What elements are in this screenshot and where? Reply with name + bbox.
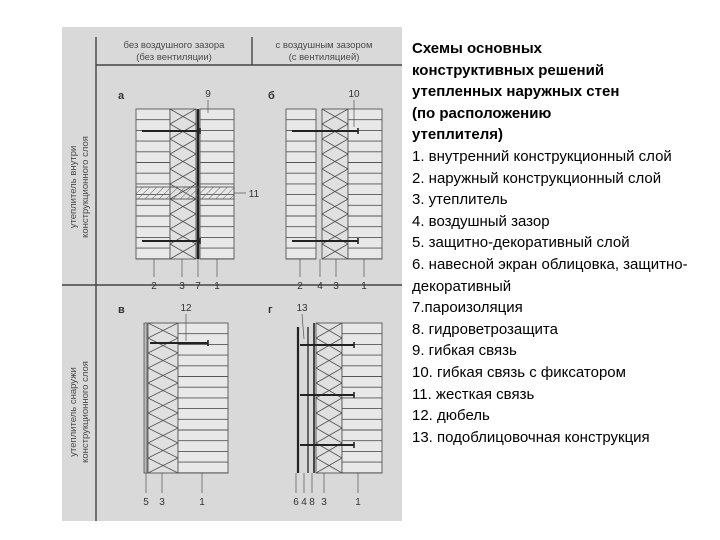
callout-number: 1	[361, 281, 367, 292]
panel-letter: в	[118, 304, 125, 316]
callout-number: 11	[248, 189, 260, 200]
legend-item: 10. гибкая связь с фиксатором	[412, 363, 626, 381]
callout-number: 3	[333, 281, 339, 292]
callout-number: 13	[296, 303, 308, 314]
legend-item: 12. дюбель	[412, 407, 490, 425]
callout-number: 10	[348, 89, 360, 100]
callout-number: 3	[179, 281, 185, 292]
legend-item: 2. наружный конструкционный слой	[412, 169, 662, 187]
legend-item: 3. утеплитель	[412, 191, 508, 209]
legend-item: 8. гидроветрозащита	[412, 320, 558, 338]
callout-number: 2	[297, 281, 303, 292]
callout-number: 1	[214, 281, 220, 292]
column-header-no-gap: без воздушного зазора (без вентиляции)	[123, 40, 225, 63]
callout-number: 8	[309, 497, 315, 508]
wall-schemes-drawing	[62, 27, 402, 521]
legend-item: 1. внутренний конструкционный слой	[412, 147, 672, 165]
panel-v-scheme	[118, 303, 228, 508]
callout-number: 2	[151, 281, 157, 292]
row-header-insulation-inside: утеплитель внутриконструкционного слоя	[68, 136, 91, 238]
legend-list	[412, 146, 712, 448]
callout-number: 1	[199, 497, 205, 508]
legend-item: 13. подоблицовочная конструкция	[412, 428, 650, 446]
panel-letter: б	[268, 90, 275, 102]
callout-number: 6	[293, 497, 299, 508]
protective-render-layer	[144, 323, 147, 473]
column-header-with-gap: с воздушным зазором (с вентиляцией)	[275, 40, 373, 63]
callout-number: 4	[301, 497, 307, 508]
row-header-insulation-outside: утеплитель снаружиконструкционного слоя	[68, 361, 91, 463]
callout-number: 5	[143, 497, 149, 508]
callout-number: 9	[205, 89, 211, 100]
callout-number: 1	[355, 497, 361, 508]
panel-letter: г	[268, 304, 273, 316]
leader-line	[302, 314, 304, 339]
callout-number: 4	[317, 281, 323, 292]
callout-number: 7	[195, 281, 201, 292]
panel-g-scheme	[268, 303, 382, 508]
panel-letter: а	[118, 90, 125, 102]
rigid-tie-band	[136, 187, 234, 199]
callout-number: 3	[321, 497, 327, 508]
panel-b-scheme	[268, 89, 382, 292]
legend-title: Схемы основных конструктивных решений утепленных наружных стен (по расположению утеплителя)	[412, 40, 620, 144]
callout-number: 3	[159, 497, 165, 508]
wall-schemes-figure	[62, 27, 402, 521]
legend-item: 6. навесной экран облицовка, защитно-декоративный	[412, 255, 688, 295]
legend-panel	[412, 38, 712, 448]
callout-number: 12	[180, 303, 192, 314]
legend-item: 11. жесткая связь	[412, 385, 535, 403]
panel-a-scheme	[118, 89, 260, 292]
legend-item: 7.пароизоляция	[412, 299, 523, 317]
legend-item: 9. гибкая связь	[412, 342, 517, 360]
legend-item: 4. воздушный зазор	[412, 212, 550, 230]
legend-item: 5. защитно-декоративный слой	[412, 234, 630, 252]
